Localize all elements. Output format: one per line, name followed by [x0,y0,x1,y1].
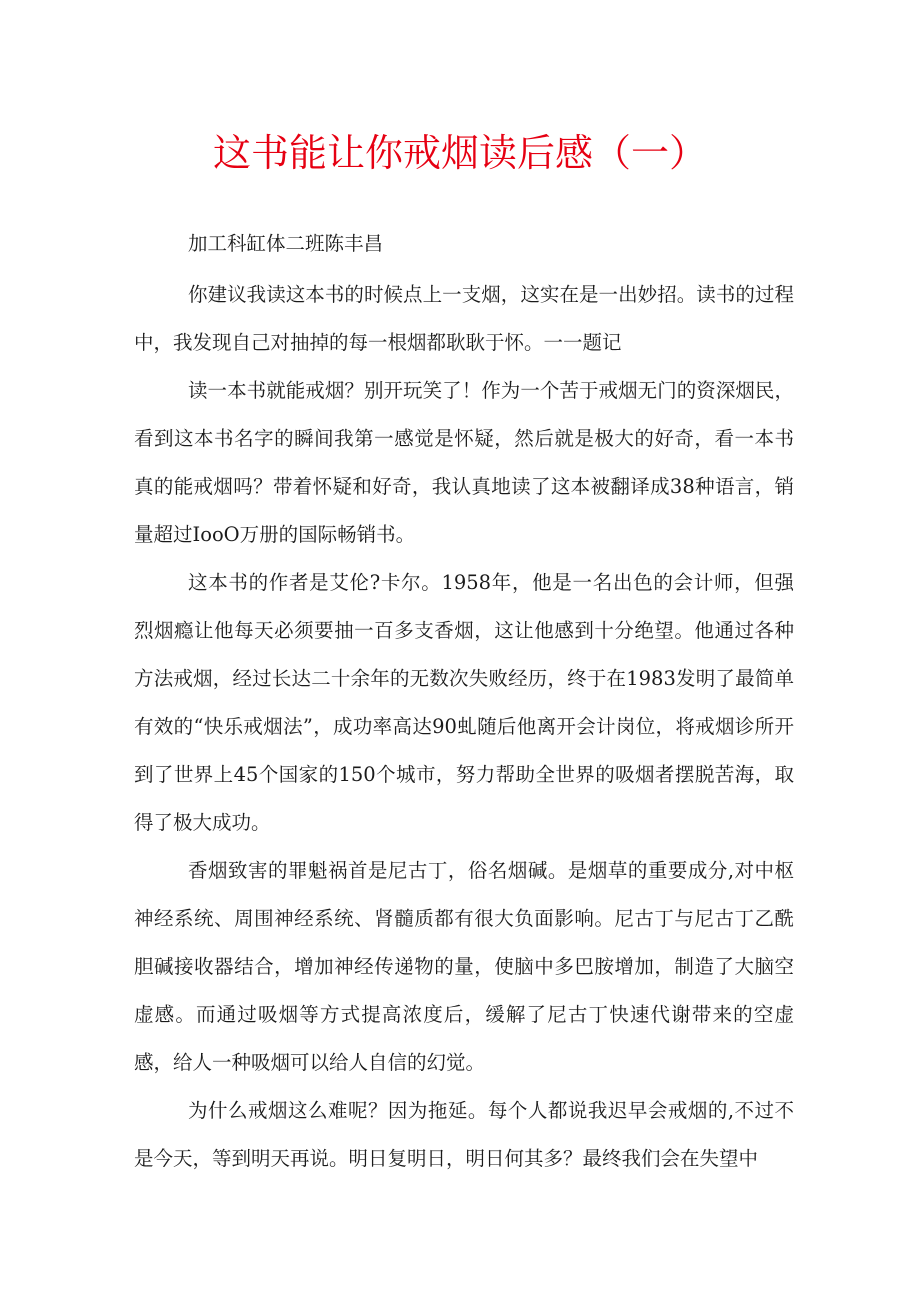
paragraph-nicotine: 香烟致害的罪魁祸首是尼古丁，俗名烟碱。是烟草的重要成分,对中枢神经系统、周围神经系统、肾髓质都有很大负面影响。尼古丁与尼古丁乙酰胆碱接收器结合，增加神经传递物的量，使脑中多巴胺增加，制造了大脑空虚感。而通过吸烟等方式提高浓度后，缓解了尼古丁快速代谢带来的空虚感，给人一种吸烟可以给人自信的幻觉。 [134,859,794,1074]
author-byline: 加工科缸体二班陈丰昌 [188,232,384,255]
paragraph-procrastination: 为什么戒烟这么难呢？因为拖延。每个人都说我迟早会戒烟的,不过不是今天，等到明天再说。明日复明日，明日何其多？最终我们会在失望中 [134,1099,794,1170]
paragraph-intro: 读一本书就能戒烟？别开玩笑了！作为一个苦于戒烟无门的资深烟民，看到这本书名字的瞬间我第一感觉是怀疑，然后就是极大的好奇，看一本书真的能戒烟吗？带着怀疑和好奇，我认真地读了这本被翻译成38种语言，销量超过IooO万册的国际畅销书。 [134,379,794,546]
document-body [134,271,794,1183]
paragraph-author: 这本书的作者是艾伦?卡尔。1958年，他是一名出色的会计师，但强烈烟瘾让他每天必须要抽一百多支香烟，这让他感到十分绝望。他通过各种方法戒烟，经过长达二十余年的无数次失败经历，终于在1983发明了最简单有效的“快乐戒烟法”，成功率高达90虬随后他离开会计岗位，将戒烟诊所开到了世界上45个国家的150个城市，努力帮助全世界的吸烟者摆脱苦海，取得了极大成功。 [134,571,794,834]
document-title: 这书能让你戒烟读后感（一） [212,131,707,175]
paragraph-epigraph: 你建议我读这本书的时候点上一支烟，这实在是一出妙招。读书的过程中，我发现自己对抽掉的每一根烟都耿耿于怀。一一题记 [134,283,794,354]
